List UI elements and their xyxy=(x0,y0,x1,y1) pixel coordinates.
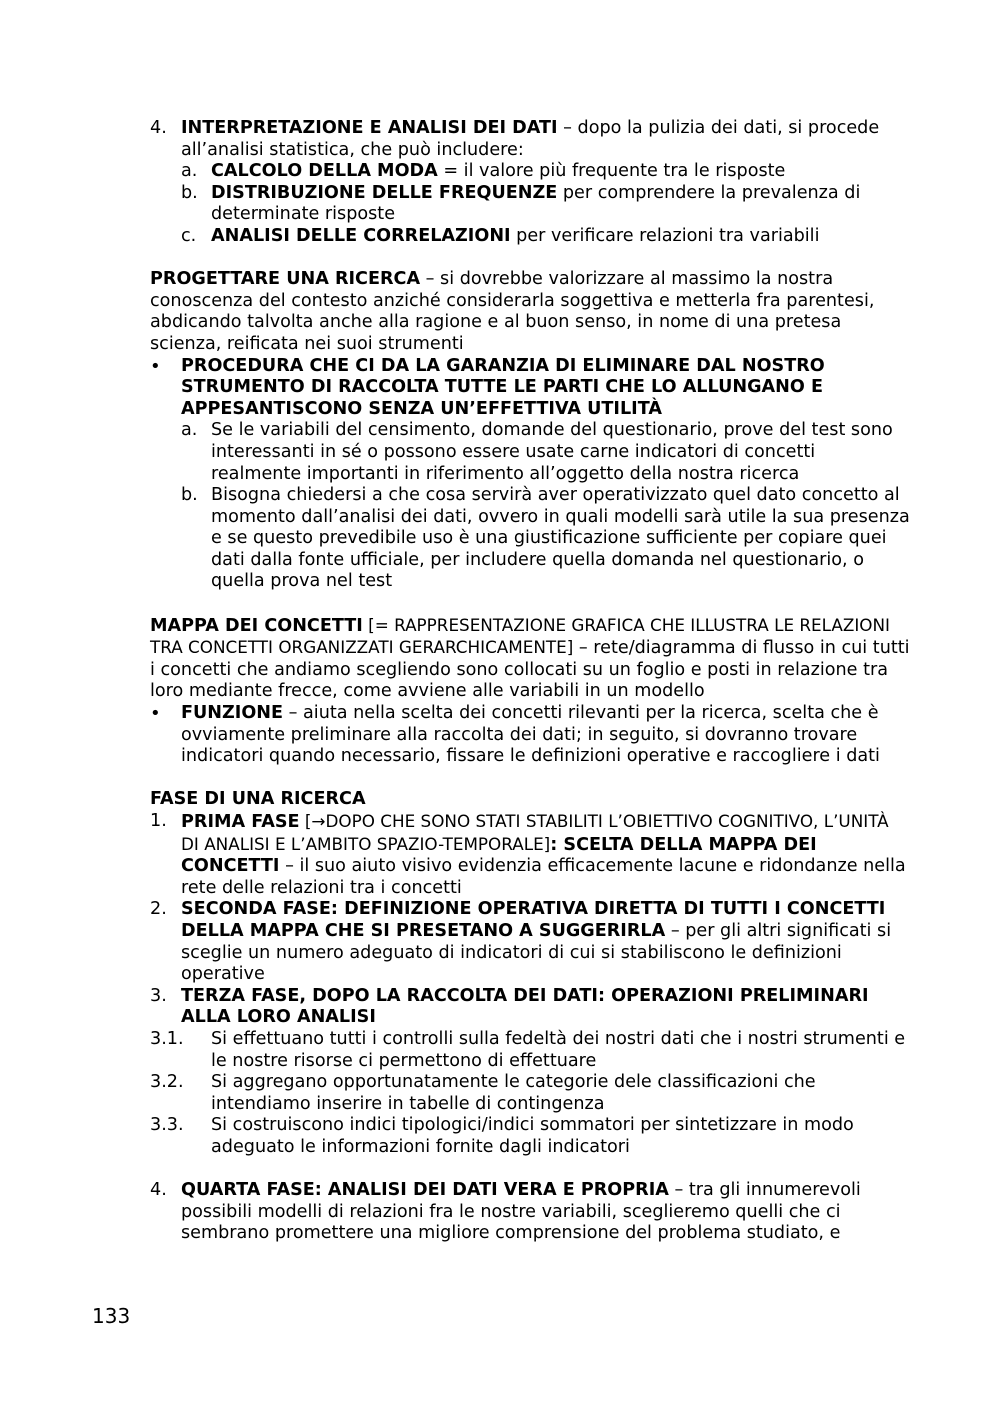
sub-text: Se le variabili del censimento, domande del questionario, prove del test sono interessanti in sé o possono essere usate carne indicatori di concetti realmente importanti in riferimento all’oggetto della nostra ricerca xyxy=(211,420,893,484)
item-number: 3. xyxy=(150,985,167,1006)
bullet-item xyxy=(150,703,910,768)
decimal-text: Si aggregano opportunatamente le categorie dele classificazioni che intendiamo inserire in tabelle di contingenza xyxy=(211,1072,816,1114)
decimal-item xyxy=(150,1072,910,1115)
decimal-marker: 3.3. xyxy=(150,1115,184,1136)
bullet-title: FUNZIONE xyxy=(181,703,284,724)
sub-marker: b. xyxy=(181,182,198,203)
decimal-item xyxy=(150,1115,910,1158)
spacer xyxy=(150,248,910,270)
sub-item xyxy=(181,485,910,593)
section-paragraph xyxy=(150,615,910,703)
item-title-continued: : SCELTA DELLA MAPPA DEI CONCETTI xyxy=(181,834,817,877)
bullet-text: – aiuta nella scelta dei concetti rilevanti per la ricerca, scelta che è ovviamente preliminare alla raccolta dei dati; in seguito, si dovranno trovare indicatori quando necessario, fissare le definizioni operative e raccogliere i dati xyxy=(181,703,880,767)
item-title: QUARTA FASE: ANALISI DEI DATI VERA E PROPRIA xyxy=(181,1180,669,1201)
decimal-text: Si costruiscono indici tipologici/indici sommatori per sintetizzare in modo adeguato le informazioni fornite dagli indicatori xyxy=(211,1115,854,1157)
item-title: TERZA FASE, DOPO LA RACCOLTA DEI DATI: OPERAZIONI PRELIMINARI ALLA LORO ANALISI xyxy=(181,985,869,1028)
decimal-marker: 3.2. xyxy=(150,1072,184,1093)
sub-title: ANALISI DELLE CORRELAZIONI xyxy=(211,225,511,246)
page-content xyxy=(150,118,910,1245)
spacer xyxy=(150,593,910,615)
bullet-marker: • xyxy=(150,355,161,377)
sub-item xyxy=(181,183,910,226)
bullet-title: PROCEDURA CHE CI DA LA GARANZIA DI ELIMINARE DAL NOSTRO STRUMENTO DI RACCOLTA TUTTE LE PARTI CHE LO ALLUNGANO E APPESANTISCONO SENZA UN’EFFETTIVA UTILITÀ xyxy=(181,355,825,419)
item-number: 4. xyxy=(150,118,167,138)
sub-item xyxy=(181,420,910,485)
numbered-item xyxy=(150,811,910,899)
item-number: 4. xyxy=(150,1180,167,1201)
sub-marker: a. xyxy=(181,161,198,182)
sub-title: CALCOLO DELLA MODA xyxy=(211,161,438,182)
decimal-marker: 3.1. xyxy=(150,1028,184,1049)
item-number: 2. xyxy=(150,899,167,920)
page-number: 133 xyxy=(92,1304,131,1328)
bullet-item xyxy=(150,356,910,421)
numbered-item xyxy=(150,986,910,1029)
sub-text: Bisogna chiedersi a che cosa servirà aver operativizzato quel dato concetto al momento dall’analisi dei dati, ovvero in quali modelli sarà utile la sua presenza e se questo prevedibile uso è una giustificazione sufficiente per copiare quei dati dalla fonte ufficiale, per includere quella domanda nel questionario, o quella prova nel test xyxy=(211,485,910,592)
item-text: – il suo aiuto visivo evidenzia efficacemente lacune e ridondanze nella rete delle relazioni tra i concetti xyxy=(181,856,906,898)
item-number: 1. xyxy=(150,811,167,831)
section-paragraph xyxy=(150,269,910,355)
section-title: FASE DI UNA RICERCA xyxy=(150,789,366,810)
sub-item xyxy=(181,161,910,183)
item-title: PRIMA FASE xyxy=(181,812,300,832)
bullet-marker: • xyxy=(150,703,161,725)
sub-marker: c. xyxy=(181,225,197,246)
item-note: [→DOPO CHE SONO STATI STABILITI L’OBIETTIVO COGNITIVO, L’UNITÀ DI ANALISI E L’AMBITO SPAZIO-TEMPORALE] xyxy=(181,811,889,854)
sub-title: DISTRIBUZIONE DELLE FREQUENZE xyxy=(211,182,558,203)
numbered-item xyxy=(150,1180,910,1245)
sub-marker: a. xyxy=(181,420,198,441)
sub-text: per verificare relazioni tra variabili xyxy=(510,225,820,246)
sub-text: = il valore più frequente tra le risposte xyxy=(437,161,786,182)
sub-text: per comprendere la prevalenza di determinate risposte xyxy=(211,182,861,225)
sub-item xyxy=(181,226,910,248)
numbered-item xyxy=(150,899,910,985)
item-text: – tra gli innumerevoli possibili modelli di relazioni fra le nostre variabili, sceglieremo quelli che ci sembrano promettere una migliore comprensione del problema studiato, e xyxy=(181,1180,861,1244)
section-text: – si dovrebbe valorizzare al massimo la nostra conoscenza del contesto anziché considerarla soggettiva e metterla fra parentesi, abdicando talvolta anche alla ragione e al buon senso, in nome di una pretesa scienza, reificata nei suoi strumenti xyxy=(150,269,875,354)
spacer xyxy=(150,1159,910,1181)
section-title: PROGETTARE UNA RICERCA xyxy=(150,269,421,290)
decimal-text: Si effettuano tutti i controlli sulla fedeltà dei nostri dati che i nostri strumenti e le nostre risorse ci permettono di effettuare xyxy=(211,1028,906,1071)
item-title: SECONDA FASE: DEFINIZIONE OPERATIVA DIRETTA DI TUTTI I CONCETTI DELLA MAPPA CHE SI PRESETANO A SUGGERIRLA xyxy=(181,899,886,941)
sub-marker: b. xyxy=(181,485,198,506)
spacer xyxy=(150,768,910,790)
item-title: INTERPRETAZIONE E ANALISI DEI DATI xyxy=(181,118,558,138)
decimal-item xyxy=(150,1029,910,1072)
item-text: – per gli altri significati si sceglie un numero adeguato di indicatori di cui si stabiliscono le definizioni operative xyxy=(181,920,892,985)
section-text: – rete/diagramma di flusso in cui tutti i concetti che andiamo scegliendo sono collocati su un foglio e posti in relazione tra loro mediante frecce, come avviene alle variabili in un modello xyxy=(150,638,910,702)
numbered-item xyxy=(150,118,910,161)
section-title: MAPPA DEI CONCETTI xyxy=(150,615,363,636)
section-heading xyxy=(150,789,910,811)
section-definition: [= RAPPRESENTAZIONE GRAFICA CHE ILLUSTRA LE RELAZIONI TRA CONCETTI ORGANIZZATI GERARCHICAMENTE] xyxy=(150,614,891,658)
item-text: – dopo la pulizia dei dati, si procede all’analisi statistica, che può includere: xyxy=(181,118,880,160)
